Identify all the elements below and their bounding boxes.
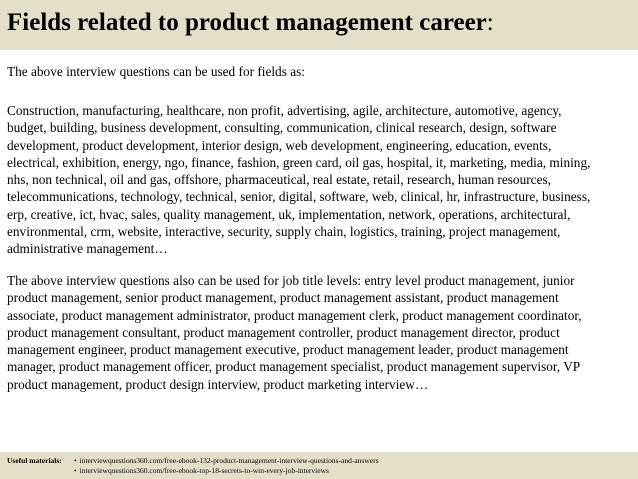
useful-materials-label: Useful materials: bbox=[7, 456, 62, 465]
fields-line: environmental, crm, website, interactive, security, supply chain, logistics, training, project management, bbox=[7, 224, 561, 240]
fields-line: administrative management… bbox=[7, 241, 168, 257]
fields-line: Construction, manufacturing, healthcare, non profit, advertising, agile, architecture, automotive, agency, bbox=[7, 103, 562, 118]
fields-paragraph bbox=[7, 102, 635, 258]
slide-title bbox=[7, 8, 494, 38]
footer-link-text: interviewquestions360.com/free-ebook-top-18-secrets-to-win-every-job-interviews bbox=[79, 466, 329, 475]
fields-line: nhs, non technical, oil and gas, offshore, pharmaceutical, real estate, retail, research, human resources, bbox=[7, 172, 551, 188]
fields-line: electrical, exhibition, energy, ngo, finance, fashion, green card, oil gas, hospital, it, marketing, media, mining, bbox=[7, 154, 591, 170]
fields-line: budget, building, business development, consulting, communication, clinical research, design, software bbox=[7, 120, 557, 136]
job-titles-line: product management, product design interview, product marketing interview… bbox=[7, 376, 429, 392]
fields-line: development, product development, interior design, web development, engineering, education, events, bbox=[7, 137, 552, 153]
job-titles-line: associate, product management administrator, product management clerk, product management coordinator, bbox=[7, 307, 582, 323]
job-titles-line: The above interview questions also can be used for job title levels: entry level product management, junior bbox=[7, 273, 575, 288]
fields-line: erp, creative, ict, hvac, sales, quality management, uk, implementation, network, operations, architectural, bbox=[7, 206, 571, 222]
job-titles-line: product management, senior product management, product management assistant, product management bbox=[7, 290, 559, 306]
footer-link[interactable] bbox=[74, 466, 329, 475]
job-titles-paragraph bbox=[7, 272, 635, 393]
intro-sentence: The above interview questions can be used for fields as: bbox=[7, 64, 305, 79]
job-titles-line: product management consultant, product management controller, product management director, product bbox=[7, 324, 560, 340]
job-titles-line: manager, product management officer, product management specialist, product management supervisor, VP bbox=[7, 359, 581, 375]
bullet: • bbox=[74, 456, 77, 465]
footer-link[interactable] bbox=[74, 456, 379, 465]
bullet: • bbox=[74, 466, 77, 475]
slide-title-colon: : bbox=[486, 9, 494, 36]
footer-link-text: interviewquestions360.com/free-ebook-132-product-management-interview-questions-and-answers bbox=[79, 456, 379, 465]
slide-title-text: Fields related to product management career bbox=[7, 9, 487, 36]
job-titles-line: management engineer, product management executive, product management leader, product management bbox=[7, 342, 569, 358]
fields-line: telecommunications, technology, technical, senior, digital, software, web, clinical, hr, infrastructure, business, bbox=[7, 189, 591, 205]
